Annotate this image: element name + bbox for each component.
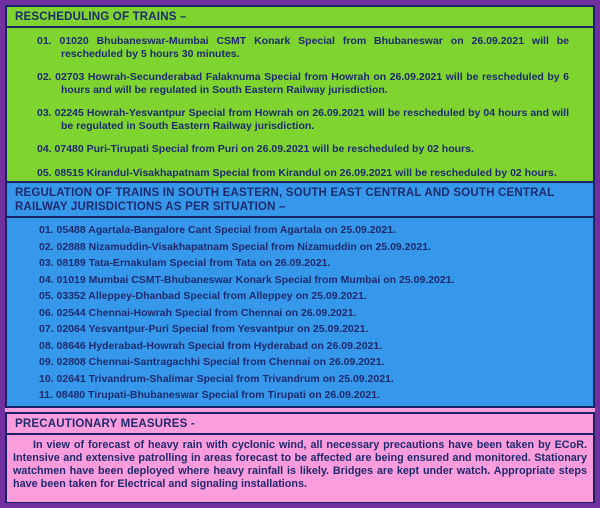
- regulation-item: 09. 02808 Chennai-Santragachhi Special from Chennai on 26.09.2021.: [39, 356, 385, 368]
- rescheduling-item: 01. 01020 Bhubaneswar-Mumbai CSMT Konark Special from Bhubaneswar on 26.09.2021 will be rescheduled by 5 hours 30 minutes.: [37, 35, 569, 60]
- regulation-item: 06. 02544 Chennai-Howrah Special from Chennai on 26.09.2021.: [39, 306, 357, 319]
- rescheduling-item: 05. 08515 Kirandul-Visakhapatnam Special from Kirandul on 26.09.2021 will be rescheduled by 02 hours.: [37, 166, 557, 179]
- regulation-item: 10. 02641 Trivandrum-Shalimar Special from Trivandrum on 25.09.2021.: [39, 372, 394, 385]
- regulation-item: 08. 08646 Hyderabad-Howrah Special from Hyderabad on 26.09.2021.: [39, 339, 383, 352]
- regulation-item: 02. 02888 Nizamuddin-Visakhapatnam Special from Nizamuddin on 25.09.2021.: [39, 240, 431, 253]
- rescheduling-section: [5, 5, 595, 183]
- regulation-item: 04. 01019 Mumbai CSMT-Bhubaneswar Konark Special from Mumbai on 25.09.2021.: [39, 273, 455, 286]
- regulation-section-title: REGULATION OF TRAINS IN SOUTH EASTERN, SOUTH EAST CENTRAL AND SOUTH CENTRAL RAILWAY JURISDICTIONS AS PER SITUATION –: [7, 183, 593, 218]
- regulation-section: [5, 181, 595, 408]
- rescheduling-item-list: [7, 28, 593, 179]
- regulation-item: 05. 03352 Alleppey-Dhanbad Special from Alleppey on 25.09.2021.: [39, 290, 367, 302]
- precautionary-section: [5, 412, 595, 504]
- regulation-item-list: [7, 218, 593, 401]
- regulation-item: 07. 02064 Yesvantpur-Puri Special from Yesvantpur on 25.09.2021.: [39, 323, 369, 335]
- regulation-item: 01. 05488 Agartala-Bangalore Cant Special from Agartala on 25.09.2021.: [39, 224, 396, 236]
- rescheduling-item: 02. 02703 Howrah-Secunderabad Falaknuma Special from Howrah on 26.09.2021 will be rescheduled by 6 hours and will be regulated in South Eastern Railway jurisdiction.: [37, 71, 569, 96]
- regulation-item: 03. 08189 Tata-Ernakulam Special from Tata on 26.09.2021.: [39, 257, 331, 269]
- rescheduling-item: 03. 02245 Howrah-Yesvantpur Special from Howrah on 26.09.2021 will be rescheduled by 04 hours and will be regulated in South Eastern Railway jurisdiction.: [37, 107, 569, 132]
- precautionary-body-text: In view of forecast of heavy rain with cyclonic wind, all necessary precautions have been taken by ECoR. Intensive and extensive patrolling in areas forecast to be affected are being ensured and monitored. Stationary watchmen have been deployed where heavy rainfall is likely. Bridges are kept under watch. Appropriate steps have been taken for Electrical and signaling installations.: [13, 439, 587, 490]
- precautionary-section-title: PRECAUTIONARY MEASURES -: [7, 414, 593, 435]
- rescheduling-item: 04. 07480 Puri-Tirupati Special from Puri on 26.09.2021 will be rescheduled by 02 hours.: [37, 143, 474, 155]
- rescheduling-section-title: RESCHEDULING OF TRAINS –: [7, 7, 593, 28]
- regulation-item: 11. 08480 Tirupati-Bhubaneswar Special from Tirupati on 26.09.2021.: [39, 389, 380, 401]
